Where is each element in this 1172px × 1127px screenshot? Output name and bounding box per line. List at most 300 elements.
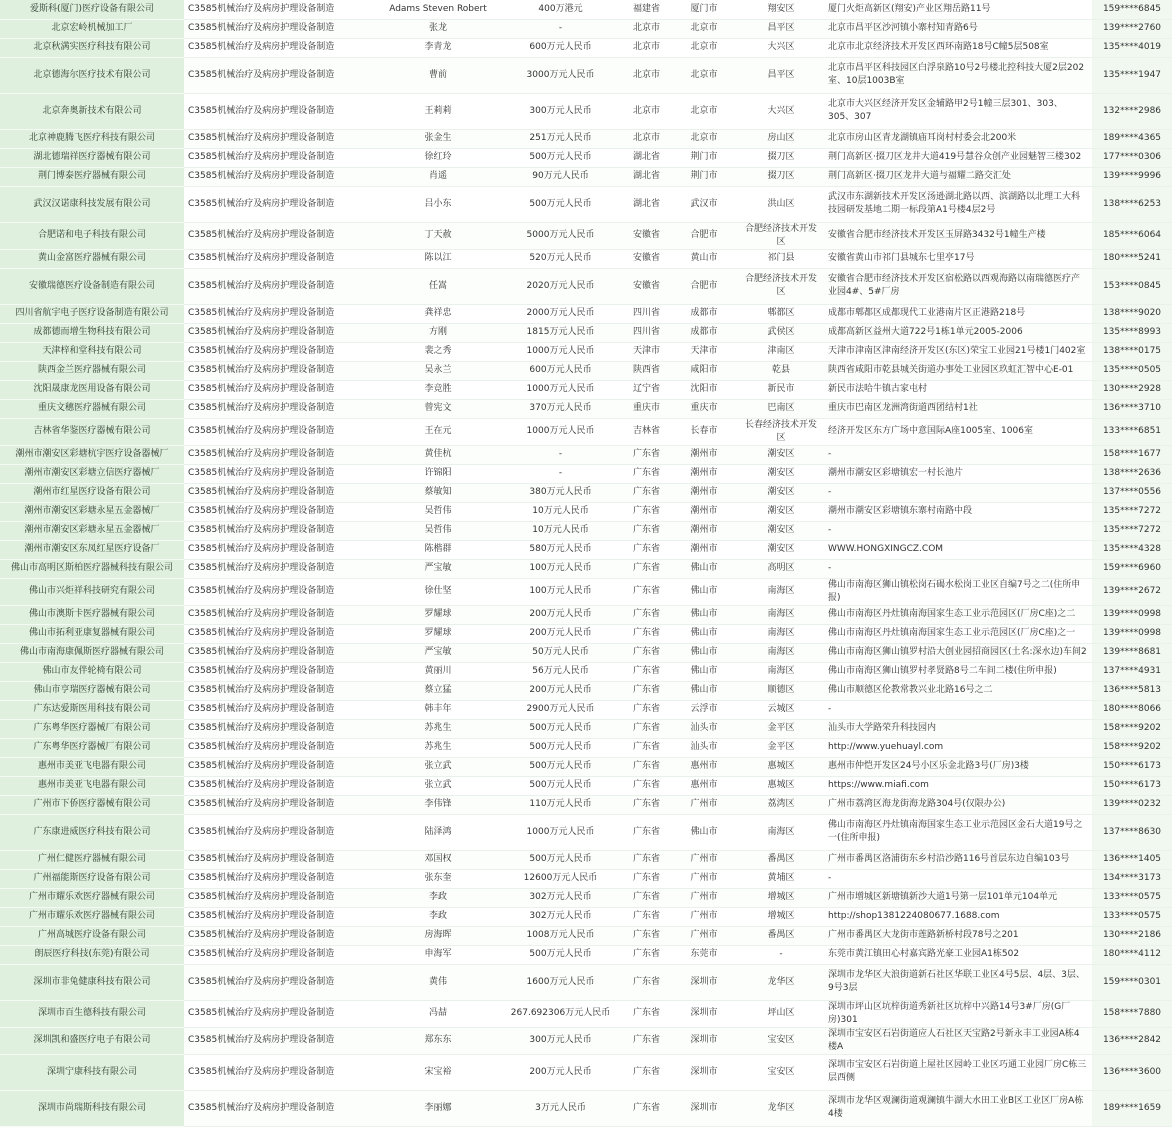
district-cell: 惠城区	[738, 776, 824, 795]
city-cell: 佛山市	[670, 643, 738, 662]
address-cell: 荆门高新区·掇刀区龙井大道与福耀二路交汇处	[824, 167, 1092, 186]
province-cell: 天津市	[623, 342, 670, 361]
district-cell: 大兴区	[738, 93, 824, 129]
industry-category-cell: C3585机械治疗及病房护理设备制造	[184, 323, 378, 342]
table-row	[0, 624, 1172, 643]
legal-representative-cell: 严宝敏	[378, 559, 498, 578]
registered-capital-cell: 400万港元	[498, 0, 623, 19]
registered-capital-cell: 90万元人民币	[498, 167, 623, 186]
table-row	[0, 1054, 1172, 1090]
address-cell: 安徽省黄山市祁门县城东七里亭17号	[824, 249, 1092, 268]
phone-number-cell: 138****6253	[1092, 186, 1172, 222]
phone-number-cell: 158****7880	[1092, 1000, 1172, 1027]
district-cell: 潮安区	[738, 483, 824, 502]
province-cell: 广东省	[623, 483, 670, 502]
legal-representative-cell: 吕小东	[378, 186, 498, 222]
phone-number-cell: 133****0575	[1092, 888, 1172, 907]
industry-category-cell: C3585机械治疗及病房护理设备制造	[184, 342, 378, 361]
province-cell: 湖北省	[623, 186, 670, 222]
province-cell: 湖北省	[623, 148, 670, 167]
district-cell: 荔湾区	[738, 795, 824, 814]
registered-capital-cell: 2000万元人民币	[498, 304, 623, 323]
city-cell: 广州市	[670, 907, 738, 926]
city-cell: 汕头市	[670, 719, 738, 738]
province-cell: 广东省	[623, 814, 670, 850]
company-name-cell: 北京德海尔医疗技术有限公司	[0, 57, 184, 93]
address-cell: 北京市昌平区科技园区白浮泉路10号2号楼北控科技大厦2层202室、10层1003B室	[824, 57, 1092, 93]
city-cell: 厦门市	[670, 0, 738, 19]
registered-capital-cell: 100万元人民币	[498, 578, 623, 605]
industry-category-cell: C3585机械治疗及病房护理设备制造	[184, 888, 378, 907]
company-name-cell: 广州市耀乐欢医疗器械有限公司	[0, 907, 184, 926]
table-row	[0, 129, 1172, 148]
legal-representative-cell: 房海晖	[378, 926, 498, 945]
address-cell: 荆门高新区·掇刀区龙井大道419号慧谷众创产业园魅智三楼302	[824, 148, 1092, 167]
legal-representative-cell: 陈以江	[378, 249, 498, 268]
district-cell: 南海区	[738, 643, 824, 662]
registered-capital-cell: 200万元人民币	[498, 624, 623, 643]
phone-number-cell: 189****4365	[1092, 129, 1172, 148]
industry-category-cell: C3585机械治疗及病房护理设备制造	[184, 1000, 378, 1027]
industry-category-cell: C3585机械治疗及病房护理设备制造	[184, 93, 378, 129]
district-cell: 高明区	[738, 559, 824, 578]
company-name-cell: 潮州市潮安区东凤红星医疗设备厂	[0, 540, 184, 559]
phone-number-cell: 135****4328	[1092, 540, 1172, 559]
phone-number-cell: 132****2986	[1092, 93, 1172, 129]
address-cell: -	[824, 700, 1092, 719]
district-cell: 潮安区	[738, 502, 824, 521]
table-row	[0, 559, 1172, 578]
table-row	[0, 738, 1172, 757]
company-name-cell: 佛山市亨瑞医疗器械有限公司	[0, 681, 184, 700]
registered-capital-cell: 12600万元人民币	[498, 869, 623, 888]
province-cell: 安徽省	[623, 268, 670, 304]
phone-number-cell: 139****2760	[1092, 19, 1172, 38]
company-name-cell: 潮州市潮安区彩塘杭宇医疗设备器械厂	[0, 445, 184, 464]
address-cell: http://www.yuehuayl.com	[824, 738, 1092, 757]
industry-category-cell: C3585机械治疗及病房护理设备制造	[184, 521, 378, 540]
city-cell: 深圳市	[670, 964, 738, 1000]
legal-representative-cell: 苏兆生	[378, 738, 498, 757]
industry-category-cell: C3585机械治疗及病房护理设备制造	[184, 578, 378, 605]
address-cell: 佛山市南海区狮山镇罗村孝贤路8号二车间二楼(住所申报)	[824, 662, 1092, 681]
city-cell: 深圳市	[670, 1054, 738, 1090]
industry-category-cell: C3585机械治疗及病房护理设备制造	[184, 700, 378, 719]
table-row	[0, 323, 1172, 342]
company-name-cell: 黄山金富医疗器械有限公司	[0, 249, 184, 268]
address-cell: 佛山市南海区狮山镇松岗石碣水松岗工业区自编7号之二(住所申报)	[824, 578, 1092, 605]
address-cell: 深圳市龙华区大浪街道新石社区华联工业区4号5层、4层、3层、9号3层	[824, 964, 1092, 1000]
phone-number-cell: 139****0998	[1092, 605, 1172, 624]
industry-category-cell: C3585机械治疗及病房护理设备制造	[184, 643, 378, 662]
province-cell: 广东省	[623, 681, 670, 700]
table-row	[0, 399, 1172, 418]
district-cell: 南海区	[738, 605, 824, 624]
district-cell: 惠城区	[738, 757, 824, 776]
province-cell: 广东省	[623, 926, 670, 945]
city-cell: 云浮市	[670, 700, 738, 719]
city-cell: 合肥市	[670, 268, 738, 304]
legal-representative-cell: 陆泽鸿	[378, 814, 498, 850]
province-cell: 四川省	[623, 304, 670, 323]
city-cell: 荆门市	[670, 148, 738, 167]
legal-representative-cell: 李丽娜	[378, 1090, 498, 1126]
province-cell: 吉林省	[623, 418, 670, 445]
district-cell: 宝安区	[738, 1027, 824, 1054]
company-name-cell: 深圳市尚瑞斯科技有限公司	[0, 1090, 184, 1126]
province-cell: 广东省	[623, 1054, 670, 1090]
table-row	[0, 945, 1172, 964]
company-name-cell: 成都德而增生物科技有限公司	[0, 323, 184, 342]
registered-capital-cell: 1000万元人民币	[498, 380, 623, 399]
table-row	[0, 888, 1172, 907]
phone-number-cell: 138****2636	[1092, 464, 1172, 483]
industry-category-cell: C3585机械治疗及病房护理设备制造	[184, 926, 378, 945]
registered-capital-cell: -	[498, 464, 623, 483]
address-cell: 佛山市南海区丹灶镇南海国家生态工业示范园区(厂房C座)之二	[824, 605, 1092, 624]
registered-capital-cell: 2900万元人民币	[498, 700, 623, 719]
industry-category-cell: C3585机械治疗及病房护理设备制造	[184, 1054, 378, 1090]
registered-capital-cell: 267.692306万元人民币	[498, 1000, 623, 1027]
legal-representative-cell: 张立武	[378, 776, 498, 795]
registered-capital-cell: 100万元人民币	[498, 559, 623, 578]
phone-number-cell: 150****6173	[1092, 757, 1172, 776]
phone-number-cell: 158****1677	[1092, 445, 1172, 464]
address-cell: 深圳市宝安区石岩街道应人石社区天宝路2号新永丰工业园A栋4楼A	[824, 1027, 1092, 1054]
industry-category-cell: C3585机械治疗及病房护理设备制造	[184, 1090, 378, 1126]
industry-category-cell: C3585机械治疗及病房护理设备制造	[184, 268, 378, 304]
legal-representative-cell: 徐红玲	[378, 148, 498, 167]
district-cell: 乾县	[738, 361, 824, 380]
address-cell: 天津市津南区津南经济开发区(东区)荣宝工业园21号楼1门402室	[824, 342, 1092, 361]
address-cell: 成都市郫都区成都现代工业港南片区正港路218号	[824, 304, 1092, 323]
industry-category-cell: C3585机械治疗及病房护理设备制造	[184, 502, 378, 521]
province-cell: 福建省	[623, 0, 670, 19]
industry-category-cell: C3585机械治疗及病房护理设备制造	[184, 0, 378, 19]
table-row	[0, 1000, 1172, 1027]
legal-representative-cell: 张金生	[378, 129, 498, 148]
registered-capital-cell: 300万元人民币	[498, 1027, 623, 1054]
address-cell: 深圳市宝安区石岩街道上屋社区园岭工业区巧通工业园厂房C栋三层西侧	[824, 1054, 1092, 1090]
industry-category-cell: C3585机械治疗及病房护理设备制造	[184, 662, 378, 681]
industry-category-cell: C3585机械治疗及病房护理设备制造	[184, 57, 378, 93]
city-cell: 广州市	[670, 926, 738, 945]
city-cell: 成都市	[670, 304, 738, 323]
phone-number-cell: 139****9996	[1092, 167, 1172, 186]
company-name-cell: 天津梓和堂科技有限公司	[0, 342, 184, 361]
district-cell: 郫都区	[738, 304, 824, 323]
registered-capital-cell: 5000万元人民币	[498, 222, 623, 249]
registered-capital-cell: 500万元人民币	[498, 186, 623, 222]
company-name-cell: 深圳市非兔健康科技有限公司	[0, 964, 184, 1000]
industry-category-cell: C3585机械治疗及病房护理设备制造	[184, 38, 378, 57]
company-name-cell: 北京秋满实医疗科技有限公司	[0, 38, 184, 57]
city-cell: 惠州市	[670, 776, 738, 795]
company-name-cell: 惠州市美亚飞电器有限公司	[0, 757, 184, 776]
legal-representative-cell: 罗耀球	[378, 605, 498, 624]
company-name-cell: 广州福能斯医疗设备有限公司	[0, 869, 184, 888]
address-cell: 佛山市南海区丹灶镇南海国家生态工业示范园区金石大道19号之一(住所申报)	[824, 814, 1092, 850]
province-cell: 北京市	[623, 19, 670, 38]
phone-number-cell: 139****0232	[1092, 795, 1172, 814]
industry-category-cell: C3585机械治疗及病房护理设备制造	[184, 186, 378, 222]
city-cell: 合肥市	[670, 222, 738, 249]
district-cell: 黄埔区	[738, 869, 824, 888]
table-row	[0, 445, 1172, 464]
company-name-cell: 广东达爱斯医用科技有限公司	[0, 700, 184, 719]
registered-capital-cell: 500万元人民币	[498, 945, 623, 964]
district-cell: 新民市	[738, 380, 824, 399]
district-cell: 津南区	[738, 342, 824, 361]
phone-number-cell: 137****0556	[1092, 483, 1172, 502]
company-name-cell: 潮州市潮安区彩塘永星五金器械厂	[0, 502, 184, 521]
city-cell: 佛山市	[670, 578, 738, 605]
legal-representative-cell: 申海军	[378, 945, 498, 964]
city-cell: 北京市	[670, 57, 738, 93]
phone-number-cell: 130****2186	[1092, 926, 1172, 945]
company-name-cell: 安徽瑞德医疗设备制造有限公司	[0, 268, 184, 304]
legal-representative-cell: 裴之秀	[378, 342, 498, 361]
registered-capital-cell: -	[498, 19, 623, 38]
province-cell: 安徽省	[623, 249, 670, 268]
industry-category-cell: C3585机械治疗及病房护理设备制造	[184, 483, 378, 502]
province-cell: 广东省	[623, 869, 670, 888]
address-cell: 汕头市大学路荣升科技园内	[824, 719, 1092, 738]
province-cell: 广东省	[623, 1090, 670, 1126]
province-cell: 广东省	[623, 578, 670, 605]
legal-representative-cell: 吴哲伟	[378, 502, 498, 521]
industry-category-cell: C3585机械治疗及病房护理设备制造	[184, 964, 378, 1000]
company-name-cell: 北京宏岭机械加工厂	[0, 19, 184, 38]
table-row	[0, 418, 1172, 445]
company-name-cell: 广东粤华医疗器械厂有限公司	[0, 719, 184, 738]
address-cell: WWW.HONGXINGCZ.COM	[824, 540, 1092, 559]
legal-representative-cell: 李政	[378, 888, 498, 907]
district-cell: 潮安区	[738, 521, 824, 540]
district-cell: 南海区	[738, 814, 824, 850]
province-cell: 广东省	[623, 605, 670, 624]
registered-capital-cell: 10万元人民币	[498, 502, 623, 521]
company-name-cell: 武汉汉诺康科技发展有限公司	[0, 186, 184, 222]
province-cell: 广东省	[623, 700, 670, 719]
company-name-cell: 重庆文穗医疗器械有限公司	[0, 399, 184, 418]
table-row	[0, 964, 1172, 1000]
phone-number-cell: 136****3710	[1092, 399, 1172, 418]
company-name-cell: 广州仁健医疗器械有限公司	[0, 850, 184, 869]
address-cell: 安徽省合肥市经济技术开发区玉屏路3432号1幢生产楼	[824, 222, 1092, 249]
table-row	[0, 483, 1172, 502]
district-cell: 武侯区	[738, 323, 824, 342]
city-cell: 潮州市	[670, 540, 738, 559]
legal-representative-cell: 任嵩	[378, 268, 498, 304]
province-cell: 广东省	[623, 1000, 670, 1027]
company-name-cell: 北京奔奥新技术有限公司	[0, 93, 184, 129]
industry-category-cell: C3585机械治疗及病房护理设备制造	[184, 222, 378, 249]
registered-capital-cell: 200万元人民币	[498, 605, 623, 624]
city-cell: 北京市	[670, 129, 738, 148]
company-name-cell: 佛山市高明区斯柏医疗器械科技有限公司	[0, 559, 184, 578]
city-cell: 深圳市	[670, 1000, 738, 1027]
table-row	[0, 776, 1172, 795]
address-cell: 厦门火炬高新区(翔安)产业区翔岳路11号	[824, 0, 1092, 19]
city-cell: 潮州市	[670, 483, 738, 502]
registered-capital-cell: 50万元人民币	[498, 643, 623, 662]
legal-representative-cell: 郑东东	[378, 1027, 498, 1054]
registered-capital-cell: 200万元人民币	[498, 1054, 623, 1090]
company-name-cell: 潮州市红星医疗设备有限公司	[0, 483, 184, 502]
phone-number-cell: 158****9202	[1092, 738, 1172, 757]
phone-number-cell: 133****6851	[1092, 418, 1172, 445]
address-cell: 北京市北京经济技术开发区西环南路18号C幢5层508室	[824, 38, 1092, 57]
company-name-cell: 广州高城医疗设备有限公司	[0, 926, 184, 945]
registered-capital-cell: 370万元人民币	[498, 399, 623, 418]
district-cell: 祁门县	[738, 249, 824, 268]
legal-representative-cell: 张东奎	[378, 869, 498, 888]
city-cell: 广州市	[670, 869, 738, 888]
registered-capital-cell: 500万元人民币	[498, 776, 623, 795]
address-cell: 北京市昌平区沙河镇小寨村知青路6号	[824, 19, 1092, 38]
legal-representative-cell: 陈楷群	[378, 540, 498, 559]
district-cell: 云城区	[738, 700, 824, 719]
city-cell: 重庆市	[670, 399, 738, 418]
address-cell: 佛山市南海区丹灶镇南海国家生态工业示范园区(厂房C座)之一	[824, 624, 1092, 643]
province-cell: 广东省	[623, 776, 670, 795]
phone-number-cell: 180****4112	[1092, 945, 1172, 964]
legal-representative-cell: Adams Steven Robert	[378, 0, 498, 19]
district-cell: 洪山区	[738, 186, 824, 222]
province-cell: 广东省	[623, 624, 670, 643]
table-row	[0, 643, 1172, 662]
table-row	[0, 700, 1172, 719]
legal-representative-cell: 肖遥	[378, 167, 498, 186]
address-cell: 北京市房山区青龙湖镇庙耳岗村村委会北200米	[824, 129, 1092, 148]
address-cell: 惠州市仲恺开发区24号小区乐金北路3号(厂房)3楼	[824, 757, 1092, 776]
phone-number-cell: 177****0306	[1092, 148, 1172, 167]
table-row	[0, 380, 1172, 399]
city-cell: 佛山市	[670, 662, 738, 681]
legal-representative-cell: 李伟锋	[378, 795, 498, 814]
company-name-cell: 北京神鹿腾飞医疗科技有限公司	[0, 129, 184, 148]
legal-representative-cell: 张立武	[378, 757, 498, 776]
province-cell: 广东省	[623, 850, 670, 869]
legal-representative-cell: 吴哲伟	[378, 521, 498, 540]
registered-capital-cell: 56万元人民币	[498, 662, 623, 681]
legal-representative-cell: 蔡敏知	[378, 483, 498, 502]
phone-number-cell: 139****8681	[1092, 643, 1172, 662]
address-cell: 经济开发区东方广场中意国际A座1005室、1006室	[824, 418, 1092, 445]
industry-category-cell: C3585机械治疗及病房护理设备制造	[184, 445, 378, 464]
phone-number-cell: 180****5241	[1092, 249, 1172, 268]
industry-category-cell: C3585机械治疗及病房护理设备制造	[184, 605, 378, 624]
legal-representative-cell: 冯喆	[378, 1000, 498, 1027]
industry-category-cell: C3585机械治疗及病房护理设备制造	[184, 907, 378, 926]
industry-category-cell: C3585机械治疗及病房护理设备制造	[184, 795, 378, 814]
phone-number-cell: 135****7272	[1092, 502, 1172, 521]
registered-capital-cell: 2020万元人民币	[498, 268, 623, 304]
registered-capital-cell: 200万元人民币	[498, 681, 623, 700]
table-row	[0, 757, 1172, 776]
district-cell: 大兴区	[738, 38, 824, 57]
industry-category-cell: C3585机械治疗及病房护理设备制造	[184, 719, 378, 738]
address-cell: 广州市增城区新塘镇新沙大道1号第一层101单元104单元	[824, 888, 1092, 907]
province-cell: 广东省	[623, 1027, 670, 1054]
registered-capital-cell: 500万元人民币	[498, 148, 623, 167]
industry-category-cell: C3585机械治疗及病房护理设备制造	[184, 624, 378, 643]
city-cell: 广州市	[670, 795, 738, 814]
district-cell: 掇刀区	[738, 167, 824, 186]
address-cell: http://shop1381224080677.1688.com	[824, 907, 1092, 926]
address-cell: -	[824, 869, 1092, 888]
table-row	[0, 57, 1172, 93]
registered-capital-cell: 1600万元人民币	[498, 964, 623, 1000]
district-cell: 合肥经济技术开发区	[738, 222, 824, 249]
registered-capital-cell: 110万元人民币	[498, 795, 623, 814]
registered-capital-cell: 500万元人民币	[498, 719, 623, 738]
company-name-cell: 佛山市友伴轮椅有限公司	[0, 662, 184, 681]
city-cell: 东莞市	[670, 945, 738, 964]
company-name-cell: 惠州市美亚飞电器有限公司	[0, 776, 184, 795]
phone-number-cell: 150****6173	[1092, 776, 1172, 795]
phone-number-cell: 135****0505	[1092, 361, 1172, 380]
district-cell: 宝安区	[738, 1054, 824, 1090]
address-cell: 广州市番禺区洛浦街东乡村沿沙路116号首层东边自编103号	[824, 850, 1092, 869]
legal-representative-cell: 许锦阳	[378, 464, 498, 483]
industry-category-cell: C3585机械治疗及病房护理设备制造	[184, 681, 378, 700]
city-cell: 佛山市	[670, 624, 738, 643]
city-cell: 潮州市	[670, 521, 738, 540]
company-name-cell: 陕西金兰医疗器械有限公司	[0, 361, 184, 380]
district-cell: 南海区	[738, 578, 824, 605]
district-cell: 潮安区	[738, 445, 824, 464]
company-name-cell: 湖北德瑞祥医疗器械有限公司	[0, 148, 184, 167]
province-cell: 广东省	[623, 795, 670, 814]
industry-category-cell: C3585机械治疗及病房护理设备制造	[184, 850, 378, 869]
registered-capital-cell: 600万元人民币	[498, 361, 623, 380]
district-cell: 潮安区	[738, 464, 824, 483]
phone-number-cell: 159****0301	[1092, 964, 1172, 1000]
district-cell: 金平区	[738, 738, 824, 757]
company-name-cell: 深圳宁康科技有限公司	[0, 1054, 184, 1090]
legal-representative-cell: 吴永兰	[378, 361, 498, 380]
table-row	[0, 850, 1172, 869]
registered-capital-cell: 1000万元人民币	[498, 342, 623, 361]
district-cell: 掇刀区	[738, 148, 824, 167]
table-row	[0, 795, 1172, 814]
phone-number-cell: 139****0998	[1092, 624, 1172, 643]
legal-representative-cell: 黄伟	[378, 964, 498, 1000]
company-name-cell: 佛山市澳斯卡医疗器械有限公司	[0, 605, 184, 624]
company-name-cell: 深圳凯和盛医疗电子有限公司	[0, 1027, 184, 1054]
address-cell: 潮州市潮安区彩塘镇宏一村长池片	[824, 464, 1092, 483]
province-cell: 陕西省	[623, 361, 670, 380]
phone-number-cell: 133****0575	[1092, 907, 1172, 926]
legal-representative-cell: 罗耀球	[378, 624, 498, 643]
address-cell: https://www.miafi.com	[824, 776, 1092, 795]
registered-capital-cell: 380万元人民币	[498, 483, 623, 502]
table-row	[0, 1027, 1172, 1054]
phone-number-cell: 136****1405	[1092, 850, 1172, 869]
table-row	[0, 926, 1172, 945]
table-row	[0, 681, 1172, 700]
company-name-cell: 荆门博泰医疗器械有限公司	[0, 167, 184, 186]
city-cell: 汕头市	[670, 738, 738, 757]
company-name-cell: 潮州市潮安区彩塘立信医疗器械厂	[0, 464, 184, 483]
table-row	[0, 907, 1172, 926]
company-name-cell: 四川省航宇电子医疗设备制造有限公司	[0, 304, 184, 323]
district-cell: 番禺区	[738, 926, 824, 945]
phone-number-cell: 135****7272	[1092, 521, 1172, 540]
industry-category-cell: C3585机械治疗及病房护理设备制造	[184, 19, 378, 38]
